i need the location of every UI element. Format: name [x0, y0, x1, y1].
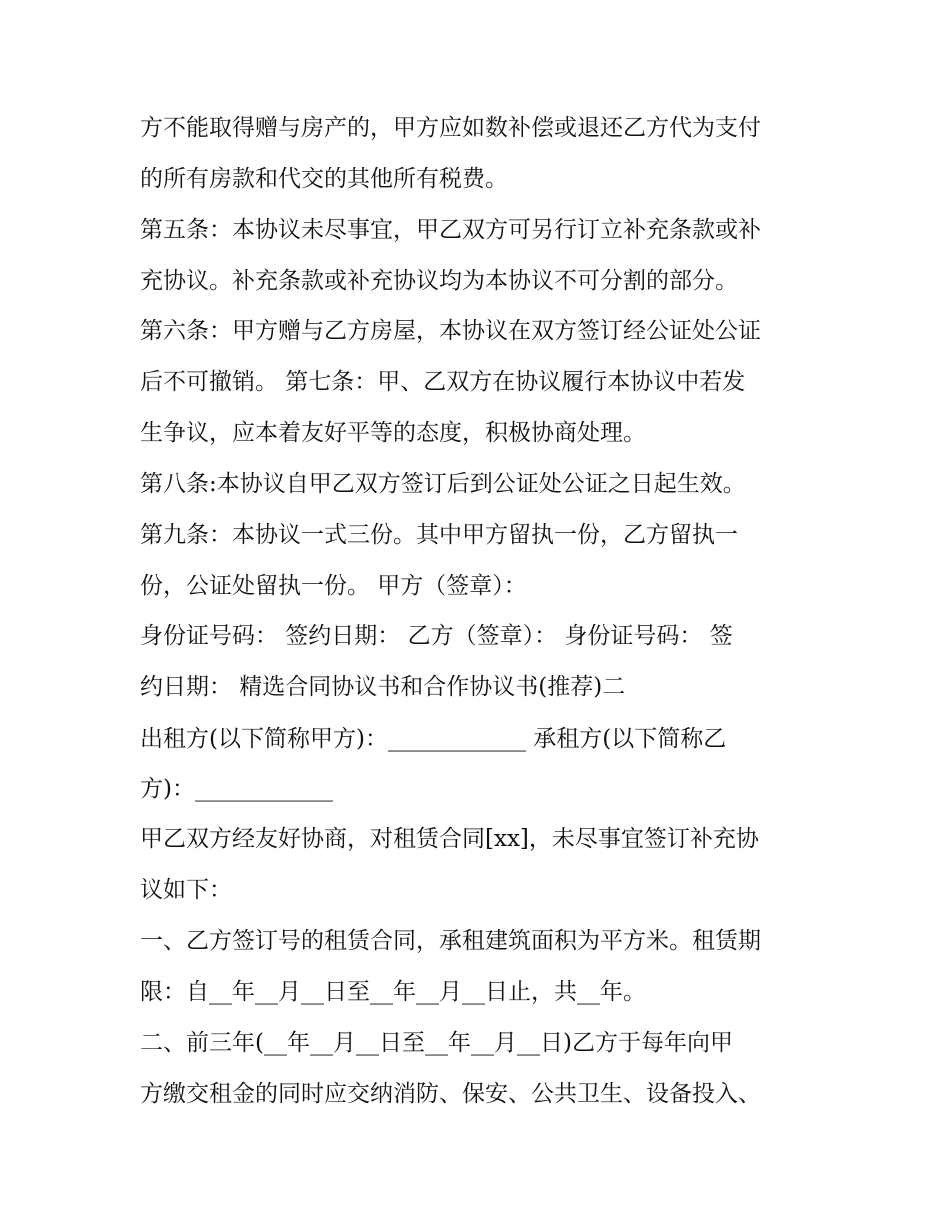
text-line: 身份证号码： 签约日期： 乙方（签章）： 身份证号码： 签	[140, 623, 733, 649]
text-line: 充协议。补充条款或补充协议均为本协议不可分割的部分。	[140, 268, 738, 294]
text-line: 限：自__年__月__日至__年__月__日止，共__年。	[140, 979, 646, 1005]
text-line: 方)：____________	[140, 776, 333, 802]
text-line: 议如下：	[140, 877, 232, 903]
text-line: 方缴交租金的同时应交纳消防、保安、公共卫生、设备投入、	[140, 1081, 761, 1107]
text-line: 第六条：甲方赠与乙方房屋，本协议在双方签订经公证处公证	[140, 318, 761, 344]
text-line: 约日期： 精选合同协议书和合作协议书(推荐)二	[140, 674, 626, 700]
text-line: 甲乙双方经友好协商，对租赁合同[xx]，未尽事宜签订补充协	[140, 826, 759, 852]
text-line: 第八条:本协议自甲乙双方签订后到公证处公证之日起生效。	[140, 471, 746, 497]
text-line: 一、乙方签订号的租赁合同，承租建筑面积为平方米。租赁期	[140, 928, 761, 954]
text-line: 第九条：本协议一式三份。其中甲方留执一份，乙方留执一	[140, 522, 738, 548]
text-line: 生争议，应本着友好平等的态度，积极协商处理。	[140, 420, 646, 446]
text-line: 方不能取得赠与房产的，甲方应如数补偿或退还乙方代为支付	[140, 115, 761, 141]
text-line: 的所有房款和代交的其他所有税费。	[140, 166, 508, 192]
text-line: 出租方(以下简称甲方)：____________ 承租方(以下简称乙	[140, 726, 727, 752]
text-line: 二、前三年(__年__月__日至__年__月__日)乙方于每年向甲	[140, 1030, 733, 1056]
text-line: 后不可撤销。 第七条：甲、乙双方在协议履行本协议中若发	[140, 369, 746, 395]
text-line: 第五条：本协议未尽事宜，甲乙双方可另行订立补充条款或补	[140, 217, 761, 243]
text-line: 份，公证处留执一份。 甲方（签章）：	[140, 573, 527, 599]
